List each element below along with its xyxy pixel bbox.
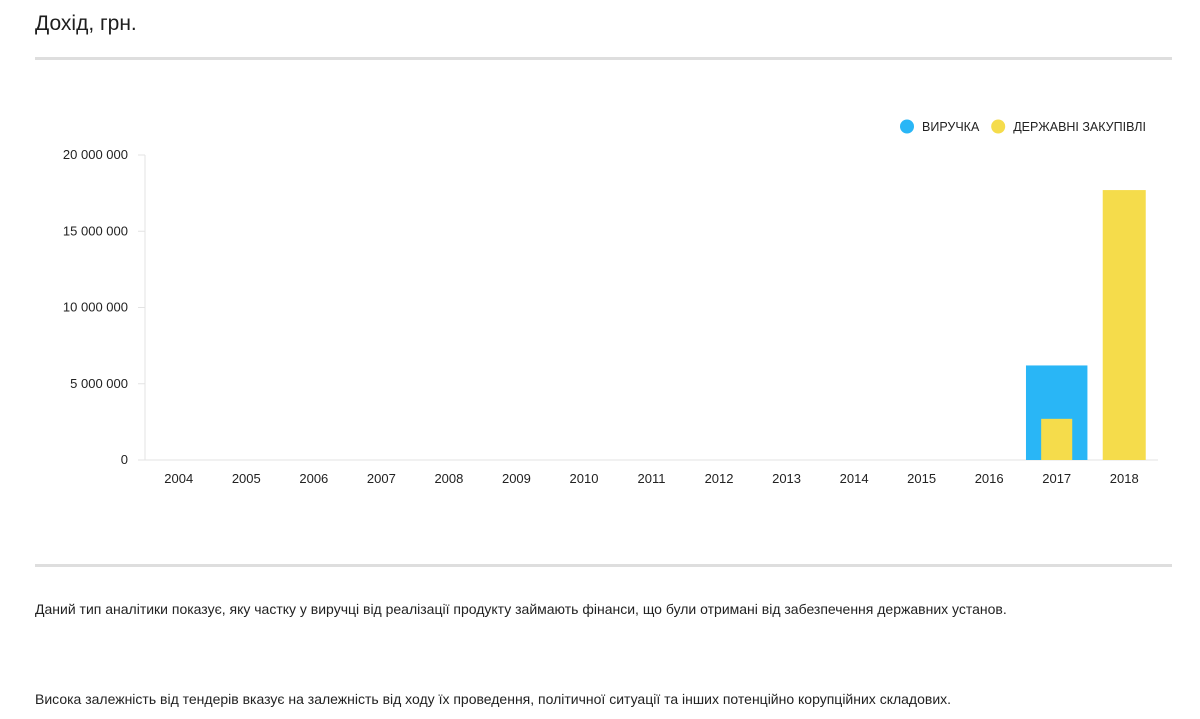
x-tick-label: 2008 [434, 471, 464, 486]
y-tick-label: 15 000 000 [62, 223, 128, 239]
x-tick-label: 2011 [637, 471, 666, 486]
legend-swatch [900, 120, 914, 134]
legend-label: ДЕРЖАВНІ ЗАКУПІВЛІ [1013, 120, 1146, 134]
legend-label: ВИРУЧКА [922, 120, 980, 134]
x-tick-label: 2007 [366, 471, 396, 486]
x-tick-label: 2017 [1042, 471, 1072, 486]
bar-державні-закупівлі-2018[interactable] [1103, 190, 1146, 460]
x-tick-label: 2014 [839, 471, 869, 486]
dependency-note: Висока залежність від тендерів вказує на залежність від ходу їх проведення, політичної ситуації та інших потенційно корупційних складових. [35, 691, 952, 707]
legend-swatch [991, 120, 1005, 134]
x-tick-label: 2015 [907, 471, 937, 486]
x-tick-label: 2004 [164, 471, 194, 486]
x-tick-label: 2016 [974, 471, 1004, 486]
x-tick-label: 2006 [299, 471, 329, 486]
revenue-bar-chart [0, 100, 1200, 500]
x-tick-label: 2013 [772, 471, 802, 486]
bottom-divider [35, 564, 1172, 567]
legend [900, 120, 1146, 135]
y-tick-label: 10 000 000 [62, 299, 128, 315]
x-tick-label: 2009 [501, 471, 531, 486]
axes [63, 147, 1158, 486]
y-tick-label: 0 [120, 452, 128, 467]
x-tick-label: 2018 [1109, 471, 1139, 486]
chart-title: Дохід, грн. [35, 12, 137, 35]
x-tick-label: 2005 [231, 471, 261, 486]
top-divider [35, 57, 1172, 60]
bars [1026, 190, 1146, 460]
analytics-description: Даний тип аналітики показує, яку частку у виручці від реалізації продукту займають фінанси, що були отримані від забезпечення державних установ. [35, 601, 1007, 617]
bar-державні-закупівлі-2017[interactable] [1041, 419, 1072, 460]
x-tick-label: 2012 [704, 471, 734, 486]
y-tick-label: 20 000 000 [62, 147, 128, 162]
y-tick-label: 5 000 000 [70, 375, 128, 391]
x-tick-label: 2010 [569, 471, 599, 486]
